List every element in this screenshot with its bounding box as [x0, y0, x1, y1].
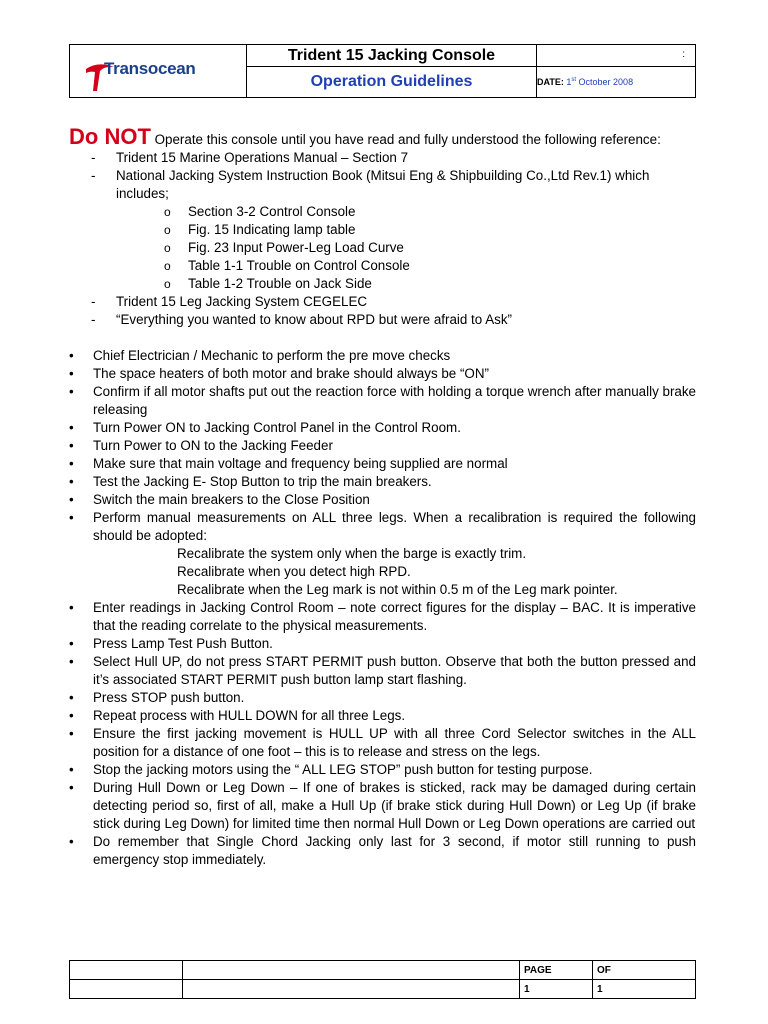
reference-item: - Trident 15 Marine Operations Manual – Section 7: [91, 149, 696, 167]
document-header: [69, 44, 696, 98]
procedure-step: • Press Lamp Test Push Button.: [93, 635, 696, 653]
date-label: DATE:: [537, 77, 567, 87]
intro-text: Operate this console until you have read and fully understood the following reference:: [150, 132, 661, 147]
procedure-step: • During Hull Down or Leg Down – If one of brakes is sticked, rack may be damaged during certain detecting period so, first of all, make a Hull Up (if brake stick during Hull Down) or Leg Up (if brake stick during Leg Down) for limited time then normal Hull Down or Leg Down operations are carried out: [93, 779, 696, 833]
procedure-step: • Switch the main breakers to the Close Position: [93, 491, 696, 509]
procedure-step: • Do remember that Single Chord Jacking only last for 3 second, if motor still running to push emergency stop immediately.: [93, 833, 696, 869]
of-label: OF: [593, 961, 696, 980]
reference-item: - National Jacking System Instruction Book (Mitsui Eng & Shipbuilding Co.,Ltd Rev.1) which includes; o Section 3-2 Control Console o Fig. 15 Indicating lamp table o Fig. 23 Input Power-Leg Load Curve o Table 1-1 Trouble on Control Console o Table 1-2 Trouble on Jack Side: [91, 167, 696, 293]
document-body: [69, 124, 696, 869]
intro-paragraph: [69, 124, 696, 149]
procedure-step: • Stop the jacking motors using the “ ALL LEG STOP” push button for testing purpose.: [93, 761, 696, 779]
header-blank-cell: [537, 45, 696, 67]
procedure-step: • Chief Electrician / Mechanic to perform the pre move checks: [93, 347, 696, 365]
reference-subitem: o Table 1-1 Trouble on Control Console: [164, 257, 696, 275]
reference-sublist: [116, 203, 696, 293]
document-title: Trident 15 Jacking Console: [247, 45, 537, 67]
logo-cell: [70, 45, 247, 98]
footer-blank-cell: [70, 961, 183, 980]
procedure-step: • Turn Power ON to Jacking Control Panel in the Control Room.: [93, 419, 696, 437]
page-total: 1: [593, 980, 696, 999]
recalibration-item: Recalibrate when the Leg mark is not within 0.5 m of the Leg mark pointer.: [177, 582, 618, 597]
procedure-step: • Confirm if all motor shafts put out the reaction force with holding a torque wrench after manually brake releasing: [93, 383, 696, 419]
reference-item: - “Everything you wanted to know about RPD but were afraid to Ask”: [91, 311, 696, 329]
header-colon: :: [682, 49, 685, 60]
reference-subitem: o Fig. 15 Indicating lamp table: [164, 221, 696, 239]
procedure-step: • Test the Jacking E- Stop Button to trip the main breakers.: [93, 473, 696, 491]
date-value: 1st October 2008: [566, 77, 634, 87]
footer-blank-cell: [183, 961, 520, 980]
procedure-step: • Turn Power to ON to the Jacking Feeder: [93, 437, 696, 455]
recalibration-item: Recalibrate when you detect high RPD.: [177, 564, 411, 579]
reference-list: [69, 149, 696, 329]
brand-name: Transocean: [104, 59, 196, 78]
procedure-step: • The space heaters of both motor and brake should always be “ON”: [93, 365, 696, 383]
reference-subitem: o Table 1-2 Trouble on Jack Side: [164, 275, 696, 293]
document-subtitle: Operation Guidelines: [247, 67, 537, 98]
procedure-step: • Enter readings in Jacking Control Room – note correct figures for the display – BAC. It is imperative that the reading correlate to the physical measurements.: [93, 599, 696, 635]
warning-emphasis: Do NOT: [69, 124, 151, 149]
procedure-step: • Press STOP push button.: [93, 689, 696, 707]
procedure-list: [69, 347, 696, 869]
recalibration-item: Recalibrate the system only when the barge is exactly trim.: [177, 546, 527, 561]
document-footer: [69, 960, 696, 999]
procedure-step: • Repeat process with HULL DOWN for all three Legs.: [93, 707, 696, 725]
procedure-step: • Make sure that main voltage and frequency being supplied are normal: [93, 455, 696, 473]
procedure-step: • Select Hull UP, do not press START PERMIT push button. Observe that both the button pressed and it’s associated START PERMIT push button lamp start flashing.: [93, 653, 696, 689]
reference-subitem: o Section 3-2 Control Console: [164, 203, 696, 221]
footer-blank-cell: [70, 980, 183, 999]
procedure-step: • Ensure the first jacking movement is HULL UP with all three Cord Selector switches in the ALL position for a distance of one foot – this is to release and stress on the legs.: [93, 725, 696, 761]
procedure-step: • Perform manual measurements on ALL three legs. When a recalibration is required the following should be adopted: Recalibrate the system only when the barge is exactly trim. Recalibrate when you detect high RPD. Recalibrate when the Leg mark is not within 0.5 m of the Leg mark pointer.: [93, 509, 696, 599]
footer-blank-cell: [183, 980, 520, 999]
reference-item: - Trident 15 Leg Jacking System CEGELEC: [91, 293, 696, 311]
date-cell: [537, 67, 696, 98]
page-label: PAGE: [520, 961, 593, 980]
page-number: 1: [520, 980, 593, 999]
reference-subitem: o Fig. 23 Input Power-Leg Load Curve: [164, 239, 696, 257]
